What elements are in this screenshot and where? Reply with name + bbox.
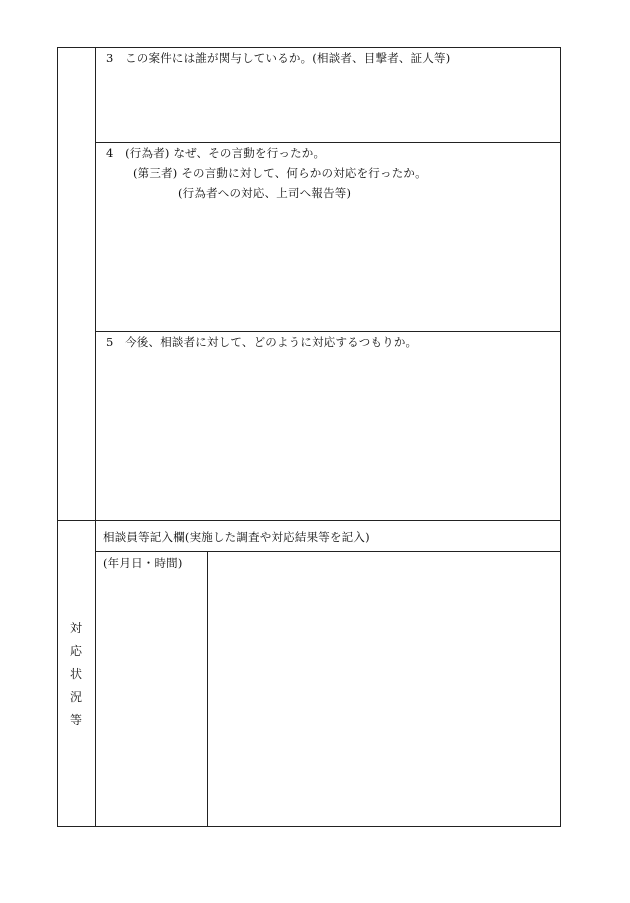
question-3 [106,51,450,65]
answer-area-question-5[interactable] [96,354,560,520]
question-5-text: 今後、相談者に対して、どのように対応するつもりか。 [125,335,418,349]
question-4-number: 4 [106,146,114,160]
question-5 [106,335,417,349]
table-top-border [57,47,561,48]
response-entry-area[interactable] [208,552,560,826]
table-bottom-border [57,826,561,827]
table-right-border [560,47,561,827]
question-4-actor-text: (行為者) なぜ、その言動を行ったか。 [125,146,326,160]
side-label-char-3: 状 [69,667,82,681]
response-side-label [57,621,95,736]
section-divider [57,520,561,521]
question-4-note-text: (行為者への対応、上司へ報告等) [178,186,352,200]
response-header: 相談員等記入欄(実施した調査や対応結果等を記入) [103,530,370,544]
answer-area-question-4[interactable] [96,205,560,331]
row-divider-3-4 [95,142,561,143]
question-4-line-1 [106,146,325,160]
question-3-number: 3 [106,51,114,65]
question-5-number: 5 [106,335,114,349]
date-entry-area[interactable] [96,574,207,826]
date-column-label: (年月日・時間) [103,556,183,570]
question-3-text: この案件には誰が関与しているか。(相談者、目撃者、証人等) [125,51,451,65]
side-label-char-2: 応 [69,644,82,658]
side-label-char-5: 等 [69,713,82,727]
answer-area-question-3[interactable] [96,70,560,142]
row-divider-4-5 [95,331,561,332]
side-label-char-4: 況 [69,690,82,704]
question-4-third-party-text: (第三者) その言動に対して、何らかの対応を行ったか。 [133,166,427,180]
side-label-char-1: 対 [69,621,82,635]
